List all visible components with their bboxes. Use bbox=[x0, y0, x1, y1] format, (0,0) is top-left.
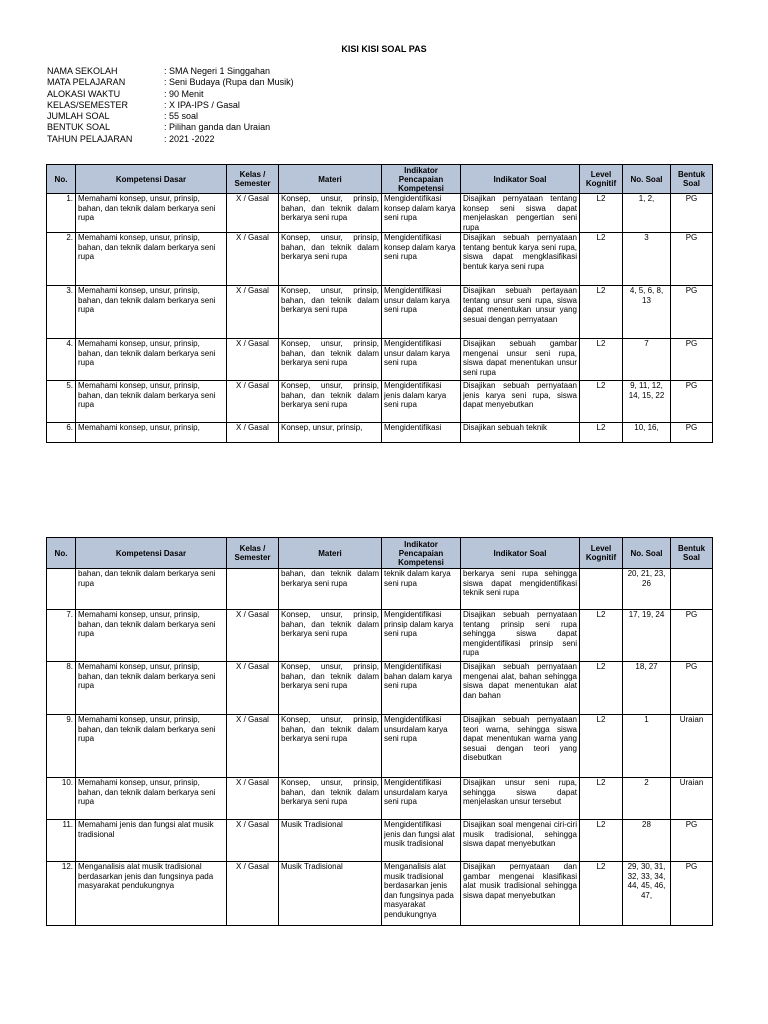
indikator-soal-cell: Disajikan unsur seni rupa, sehingga siswa dapat menjelaskan unsur tersebut bbox=[461, 778, 580, 820]
bentuk-soal-cell: PG bbox=[671, 286, 713, 339]
bentuk-soal-cell: PG bbox=[671, 339, 713, 381]
document-title: KISI KISI SOAL PAS bbox=[341, 44, 427, 54]
materi-cell: Konsep, unsur, prinsip, bahan, dan teknik dalam berkarya seni rupa bbox=[279, 715, 382, 778]
kompetensi-dasar-cell: Memahami konsep, unsur, prinsip, bahan, dan teknik dalam berkarya seni rupa bbox=[76, 194, 227, 233]
row-number: 2. bbox=[47, 233, 76, 286]
kelas-semester-cell: X / Gasal bbox=[227, 423, 279, 443]
column-header: No. Soal bbox=[623, 165, 671, 194]
table-body bbox=[47, 569, 713, 926]
bentuk-soal-cell: PG bbox=[671, 820, 713, 862]
table-row bbox=[47, 820, 713, 862]
column-header: No. bbox=[47, 165, 76, 194]
kisi-table-page-2 bbox=[46, 537, 713, 926]
info-row bbox=[47, 100, 294, 111]
info-row bbox=[47, 89, 294, 100]
indikator-pencapaian-cell: Mengidentifikasi jenis dalam karya seni rupa bbox=[382, 381, 461, 423]
table-row bbox=[47, 381, 713, 423]
no-soal-cell: 4, 5, 6, 8, 13 bbox=[623, 286, 671, 339]
row-number: 8. bbox=[47, 662, 76, 715]
column-header: Level Kognitif bbox=[580, 538, 623, 569]
bentuk-soal-cell: Uraian bbox=[671, 715, 713, 778]
level-kognitif-cell: L2 bbox=[580, 610, 623, 662]
level-kognitif-cell: L2 bbox=[580, 194, 623, 233]
row-number: 3. bbox=[47, 286, 76, 339]
kompetensi-dasar-cell: Memahami konsep, unsur, prinsip, bbox=[76, 423, 227, 443]
indikator-soal-cell: berkarya seni rupa sehingga siswa dapat mengidentifikasi teknik seni rupa bbox=[461, 569, 580, 610]
table-row bbox=[47, 233, 713, 286]
no-soal-cell: 1 bbox=[623, 715, 671, 778]
bentuk-soal-cell: PG bbox=[671, 662, 713, 715]
materi-cell: Konsep, unsur, prinsip, bbox=[279, 423, 382, 443]
table-row bbox=[47, 569, 713, 610]
info-row bbox=[47, 77, 294, 88]
row-number: 1. bbox=[47, 194, 76, 233]
column-header: Kelas / Semester bbox=[227, 538, 279, 569]
level-kognitif-cell: L2 bbox=[580, 778, 623, 820]
table-row bbox=[47, 286, 713, 339]
no-soal-cell: 29, 30, 31, 32, 33, 34, 44, 45, 46, 47, bbox=[623, 862, 671, 926]
info-label: KELAS/SEMESTER bbox=[47, 99, 129, 110]
kisi-table-page-1 bbox=[46, 164, 713, 443]
materi-cell: Konsep, unsur, prinsip, bahan, dan teknik dalam berkarya seni rupa bbox=[279, 662, 382, 715]
table-row bbox=[47, 662, 713, 715]
row-number: 10. bbox=[47, 778, 76, 820]
indikator-pencapaian-cell: Mengidentifikasi unsurdalam karya seni rupa bbox=[382, 778, 461, 820]
table-header bbox=[47, 538, 713, 569]
column-header: Kompetensi Dasar bbox=[76, 538, 227, 569]
indikator-pencapaian-cell: Mengidentifikasi unsurdalam karya seni rupa bbox=[382, 715, 461, 778]
no-soal-cell: 1, 2, bbox=[623, 194, 671, 233]
info-value: : 2021 -2022 bbox=[164, 133, 215, 144]
column-header: Materi bbox=[279, 165, 382, 194]
level-kognitif-cell: L2 bbox=[580, 662, 623, 715]
indikator-pencapaian-cell: Mengidentifikasi unsur dalam karya seni rupa bbox=[382, 339, 461, 381]
materi-cell: Konsep, unsur, prinsip, bahan, dan teknik dalam berkarya seni rupa bbox=[279, 381, 382, 423]
table-row bbox=[47, 715, 713, 778]
indikator-soal-cell: Disajikan pernyataan dan gambar mengenai klasifikasi alat musik tradisional sehingga siswa dapat menyebutkan bbox=[461, 862, 580, 926]
table-row bbox=[47, 194, 713, 233]
info-label: NAMA SEKOLAH bbox=[47, 66, 118, 76]
column-header: Indikator Pencapaian Kompetensi bbox=[382, 538, 461, 569]
kompetensi-dasar-cell: Memahami konsep, unsur, prinsip, bahan, dan teknik dalam berkarya seni rupa bbox=[76, 339, 227, 381]
indikator-pencapaian-cell: Mengidentifikasi unsur dalam karya seni rupa bbox=[382, 286, 461, 339]
materi-cell: Konsep, unsur, prinsip, bahan, dan teknik dalam berkarya seni rupa bbox=[279, 233, 382, 286]
no-soal-cell: 28 bbox=[623, 820, 671, 862]
column-header: Bentuk Soal bbox=[671, 538, 713, 569]
no-soal-cell: 7 bbox=[623, 339, 671, 381]
indikator-pencapaian-cell: Mengidentifikasi jenis dan fungsi alat musik tradisional bbox=[382, 820, 461, 862]
column-header: Indikator Soal bbox=[461, 165, 580, 194]
materi-cell: Konsep, unsur, prinsip, bahan, dan teknik dalam berkarya seni rupa bbox=[279, 339, 382, 381]
indikator-soal-cell: Disajikan sebuah pernyataan jenis karya seni rupa, siswa dapat menyebutkan bbox=[461, 381, 580, 423]
kompetensi-dasar-cell: Memahami konsep, unsur, prinsip, bahan, dan teknik dalam berkarya seni rupa bbox=[76, 662, 227, 715]
info-value: : X IPA-IPS / Gasal bbox=[164, 99, 240, 110]
level-kognitif-cell: L2 bbox=[580, 286, 623, 339]
kompetensi-dasar-cell: Menganalisis alat musik tradisional berdasarkan jenis dan fungsinya pada masyarakat pendukungnya bbox=[76, 862, 227, 926]
indikator-soal-cell: Disajikan sebuah pernyataan teori warna, sehingga siswa dapat menentukan warna yang sesuai dengan teori yang disebutkan bbox=[461, 715, 580, 778]
materi-cell: Musik Tradisional bbox=[279, 820, 382, 862]
info-value: : SMA Negeri 1 Singgahan bbox=[164, 66, 271, 76]
kelas-semester-cell: X / Gasal bbox=[227, 610, 279, 662]
bentuk-soal-cell: PG bbox=[671, 194, 713, 233]
kelas-semester-cell: X / Gasal bbox=[227, 381, 279, 423]
indikator-soal-cell: Disajikan sebuah pernyataan mengenai alat, bahan sehingga siswa dapat menentukan alat dan bahan bbox=[461, 662, 580, 715]
info-row bbox=[47, 122, 294, 133]
table-row bbox=[47, 339, 713, 381]
bentuk-soal-cell: Uraian bbox=[671, 778, 713, 820]
info-label: TAHUN PELAJARAN bbox=[47, 133, 133, 144]
level-kognitif-cell: L2 bbox=[580, 715, 623, 778]
info-value: : Seni Budaya (Rupa dan Musik) bbox=[164, 77, 294, 88]
indikator-pencapaian-cell: Mengidentifikasi prinsip dalam karya seni rupa bbox=[382, 610, 461, 662]
column-header: Indikator Soal bbox=[461, 538, 580, 569]
kompetensi-dasar-cell: Memahami konsep, unsur, prinsip, bahan, dan teknik dalam berkarya seni rupa bbox=[76, 715, 227, 778]
table-row bbox=[47, 610, 713, 662]
row-number: 5. bbox=[47, 381, 76, 423]
materi-cell: bahan, dan teknik dalam berkarya seni rupa bbox=[279, 569, 382, 610]
level-kognitif-cell: L2 bbox=[580, 423, 623, 443]
no-soal-cell: 17, 19, 24 bbox=[623, 610, 671, 662]
column-header: Kompetensi Dasar bbox=[76, 165, 227, 194]
no-soal-cell: 2 bbox=[623, 778, 671, 820]
kelas-semester-cell bbox=[227, 569, 279, 610]
no-soal-cell: 3 bbox=[623, 233, 671, 286]
row-number: 6. bbox=[47, 423, 76, 443]
column-header: Bentuk Soal bbox=[671, 165, 713, 194]
table-body bbox=[47, 194, 713, 443]
row-number bbox=[47, 569, 76, 610]
info-value: : 90 Menit bbox=[164, 88, 204, 99]
indikator-pencapaian-cell: Mengidentifikasi bbox=[382, 423, 461, 443]
info-value: : Pilihan ganda dan Uraian bbox=[164, 122, 271, 133]
row-number: 11. bbox=[47, 820, 76, 862]
kompetensi-dasar-cell: Memahami konsep, unsur, prinsip, bahan, dan teknik dalam berkarya seni rupa bbox=[76, 286, 227, 339]
level-kognitif-cell: L2 bbox=[580, 820, 623, 862]
row-number: 7. bbox=[47, 610, 76, 662]
column-header: No. bbox=[47, 538, 76, 569]
table-header bbox=[47, 165, 713, 194]
materi-cell: Musik Tradisional bbox=[279, 862, 382, 926]
bentuk-soal-cell: PG bbox=[671, 233, 713, 286]
indikator-soal-cell: Disajikan sebuah pertayaan tentang unsur seni rupa, siswa dapat menentukan unsur yang sesuai dengan pernyataan bbox=[461, 286, 580, 339]
kompetensi-dasar-cell: Memahami konsep, unsur, prinsip, bahan, dan teknik dalam berkarya seni rupa bbox=[76, 381, 227, 423]
indikator-soal-cell: Disajikan pernyataan tentang konsep seni siswa dapat menjelaskan pengertian seni rupa bbox=[461, 194, 580, 233]
materi-cell: Konsep, unsur, prinsip, bahan, dan teknik dalam berkarya seni rupa bbox=[279, 194, 382, 233]
no-soal-cell: 9, 11, 12, 14, 15, 22 bbox=[623, 381, 671, 423]
info-label: ALOKASI WAKTU bbox=[47, 88, 121, 99]
row-number: 12. bbox=[47, 862, 76, 926]
kelas-semester-cell: X / Gasal bbox=[227, 194, 279, 233]
indikator-pencapaian-cell: Mengidentifikasi bahan dalam karya seni rupa bbox=[382, 662, 461, 715]
no-soal-cell: 10, 16, bbox=[623, 423, 671, 443]
info-row bbox=[47, 111, 294, 122]
kelas-semester-cell: X / Gasal bbox=[227, 662, 279, 715]
kompetensi-dasar-cell: Memahami konsep, unsur, prinsip, bahan, dan teknik dalam berkarya seni rupa bbox=[76, 610, 227, 662]
level-kognitif-cell: L2 bbox=[580, 862, 623, 926]
column-header: Materi bbox=[279, 538, 382, 569]
level-kognitif-cell: L2 bbox=[580, 233, 623, 286]
kelas-semester-cell: X / Gasal bbox=[227, 778, 279, 820]
materi-cell: Konsep, unsur, prinsip, bahan, dan teknik dalam berkarya seni rupa bbox=[279, 778, 382, 820]
info-row bbox=[47, 66, 294, 77]
kelas-semester-cell: X / Gasal bbox=[227, 339, 279, 381]
materi-cell: Konsep, unsur, prinsip, bahan, dan teknik dalam berkarya seni rupa bbox=[279, 286, 382, 339]
indikator-soal-cell: Disajikan sebuah pernyataan tentang prinsip seni rupa sehingga siswa dapat mengidentifikasi prinsip seni rupa bbox=[461, 610, 580, 662]
bentuk-soal-cell: PG bbox=[671, 862, 713, 926]
kelas-semester-cell: X / Gasal bbox=[227, 233, 279, 286]
indikator-soal-cell: Disajikan sebuah teknik bbox=[461, 423, 580, 443]
kompetensi-dasar-cell: Memahami jenis dan fungsi alat musik tradisional bbox=[76, 820, 227, 862]
indikator-soal-cell: Disajikan soal mengenai ciri-ciri musik tradisional, sehingga siswa dapat menyebutkan bbox=[461, 820, 580, 862]
no-soal-cell: 20, 21, 23, 26 bbox=[623, 569, 671, 610]
bentuk-soal-cell: PG bbox=[671, 610, 713, 662]
info-label: JUMLAH SOAL bbox=[47, 111, 110, 122]
header-row bbox=[47, 538, 713, 569]
column-header: No. Soal bbox=[623, 538, 671, 569]
indikator-soal-cell: Disajikan sebuah gambar mengenai unsur seni rupa, siswa dapat menentukan unsur seni rupa bbox=[461, 339, 580, 381]
indikator-pencapaian-cell: Mengidentifikasi konsep dalam karya seni rupa bbox=[382, 194, 461, 233]
indikator-soal-cell: Disajikan sebuah pernyataan tentang bentuk karya seni rupa, siswa dapat mengklasifikasi bentuk karya seni rupa bbox=[461, 233, 580, 286]
level-kognitif-cell: L2 bbox=[580, 381, 623, 423]
kompetensi-dasar-cell: Memahami konsep, unsur, prinsip, bahan, dan teknik dalam berkarya seni rupa bbox=[76, 233, 227, 286]
info-label: BENTUK SOAL bbox=[47, 122, 111, 133]
kompetensi-dasar-cell: bahan, dan teknik dalam berkarya seni rupa bbox=[76, 569, 227, 610]
table-row bbox=[47, 423, 713, 443]
row-number: 4. bbox=[47, 339, 76, 381]
bentuk-soal-cell: PG bbox=[671, 381, 713, 423]
no-soal-cell: 18, 27 bbox=[623, 662, 671, 715]
kelas-semester-cell: X / Gasal bbox=[227, 820, 279, 862]
column-header: Level Kognitif bbox=[580, 165, 623, 194]
level-kognitif-cell bbox=[580, 569, 623, 610]
kelas-semester-cell: X / Gasal bbox=[227, 715, 279, 778]
indikator-pencapaian-cell: Menganalisis alat musik tradisional berdasarkan jenis dan fungsinya pada masyarakat pendukungnya bbox=[382, 862, 461, 926]
column-header: Kelas / Semester bbox=[227, 165, 279, 194]
bentuk-soal-cell: PG bbox=[671, 423, 713, 443]
kelas-semester-cell: X / Gasal bbox=[227, 862, 279, 926]
document-info bbox=[47, 66, 294, 145]
level-kognitif-cell: L2 bbox=[580, 339, 623, 381]
indikator-pencapaian-cell: teknik dalam karya seni rupa bbox=[382, 569, 461, 610]
bentuk-soal-cell bbox=[671, 569, 713, 610]
header-row bbox=[47, 165, 713, 194]
column-header: Indikator Pencapaian Kompetensi bbox=[382, 165, 461, 194]
table-row bbox=[47, 778, 713, 820]
info-value: : 55 soal bbox=[164, 111, 199, 122]
kompetensi-dasar-cell: Memahami konsep, unsur, prinsip, bahan, dan teknik dalam berkarya seni rupa bbox=[76, 778, 227, 820]
table-row bbox=[47, 862, 713, 926]
indikator-pencapaian-cell: Mengidentifikasi konsep dalam karya seni rupa bbox=[382, 233, 461, 286]
info-row bbox=[47, 134, 294, 145]
materi-cell: Konsep, unsur, prinsip, bahan, dan teknik dalam berkarya seni rupa bbox=[279, 610, 382, 662]
row-number: 9. bbox=[47, 715, 76, 778]
info-label: MATA PELAJARAN bbox=[47, 77, 126, 88]
kelas-semester-cell: X / Gasal bbox=[227, 286, 279, 339]
